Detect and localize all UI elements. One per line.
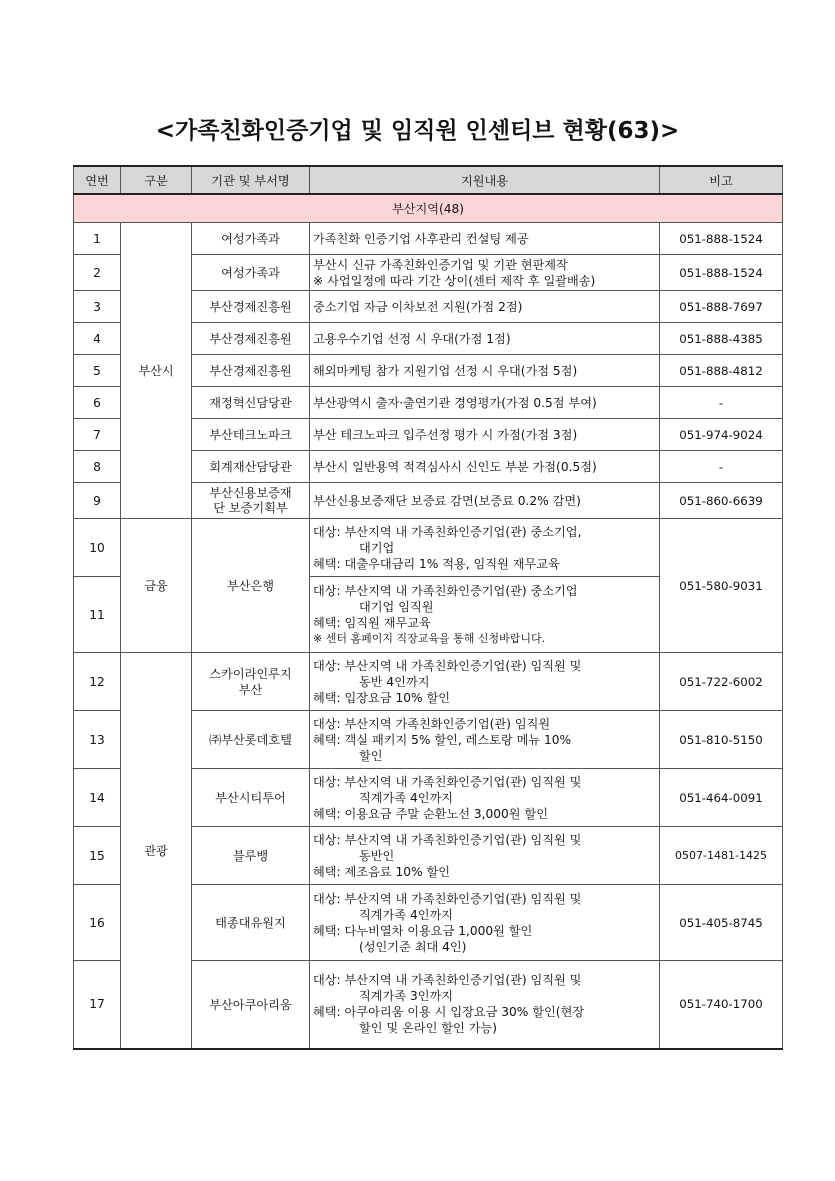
row-support: 대상: 부산지역 내 가족친화인증기업(관) 임직원 및 동반인 혜택: 제조음료 10% 할인	[310, 827, 660, 885]
row-tel: 051-580-9031	[660, 519, 783, 653]
row-support: 부산시 일반용역 적격심사시 신인도 부분 가점(0.5점)	[310, 451, 660, 483]
row-no: 6	[74, 387, 121, 419]
row-no: 1	[74, 223, 121, 255]
incentive-table	[73, 165, 783, 1050]
row-org: 부산아쿠아리움	[192, 961, 310, 1049]
header-category: 구분	[121, 166, 192, 194]
row-tel: 051-722-6002	[660, 653, 783, 711]
category-tourism: 관광	[121, 653, 192, 1049]
row-no: 4	[74, 323, 121, 355]
row-tel: 051-888-1524	[660, 255, 783, 291]
row-support: 대상: 부산지역 내 가족친화인증기업(관) 중소기업, 대기업 혜택: 대출우대금리 1% 적용, 임직원 재무교육	[310, 519, 660, 577]
row-tel: 051-810-5150	[660, 711, 783, 769]
row-org: 태종대유원지	[192, 885, 310, 961]
row-tel: 051-464-0091	[660, 769, 783, 827]
row-tel: 051-888-4385	[660, 323, 783, 355]
row-support: 대상: 부산지역 내 가족친화인증기업(관) 임직원 및 직계가족 4인까지 혜택: 다누비열차 이용요금 1,000원 할인 (성인기준 최대 4인)	[310, 885, 660, 961]
row-org: 부산경제진흥원	[192, 291, 310, 323]
row-support: 부산 테크노파크 입주선정 평가 시 가점(가점 3점)	[310, 419, 660, 451]
row-tel: 051-405-8745	[660, 885, 783, 961]
row-no: 10	[74, 519, 121, 577]
row-tel: 051-888-7697	[660, 291, 783, 323]
row-org: 회계재산담당관	[192, 451, 310, 483]
row-tel: 051-974-9024	[660, 419, 783, 451]
row-no: 2	[74, 255, 121, 291]
row-support: 부산시 신규 가족친화인증기업 및 기관 현판제작 ※ 사업일정에 따라 기간 상이(센터 제작 후 일괄배송)	[310, 255, 660, 291]
header-support: 지원내용	[310, 166, 660, 194]
row-support: 부산광역시 출자·출연기관 경영평가(가점 0.5점 부여)	[310, 387, 660, 419]
row-no: 13	[74, 711, 121, 769]
row-support: 중소기업 자금 이차보전 지원(가점 2점)	[310, 291, 660, 323]
row-support: 해외마케팅 참가 지원기업 선정 시 우대(가점 5점)	[310, 355, 660, 387]
row-support: 대상: 부산지역 가족친화인증기업(관) 임직원 혜택: 객실 패키지 5% 할인, 레스토랑 메뉴 10% 할인	[310, 711, 660, 769]
row-org: 여성가족과	[192, 255, 310, 291]
region-row	[74, 194, 783, 223]
row-org: 부산경제진흥원	[192, 355, 310, 387]
row-support: 가족친화 인증기업 사후관리 컨설팅 제공	[310, 223, 660, 255]
row-no: 8	[74, 451, 121, 483]
row-no: 15	[74, 827, 121, 885]
category-finance: 금융	[121, 519, 192, 653]
row-org: 스카이라인루지 부산	[192, 653, 310, 711]
row-no: 11	[74, 577, 121, 653]
row-tel: 051-888-1524	[660, 223, 783, 255]
row-tel: 0507-1481-1425	[660, 827, 783, 885]
row-no: 12	[74, 653, 121, 711]
category-busan: 부산시	[121, 223, 192, 519]
row-org: 블루뱅	[192, 827, 310, 885]
row-tel: -	[660, 387, 783, 419]
row-org: 부산경제진흥원	[192, 323, 310, 355]
row-support: 부산신용보증재단 보증료 감면(보증료 0.2% 감면)	[310, 483, 660, 519]
row-support: 대상: 부산지역 내 가족친화인증기업(관) 임직원 및 직계가족 4인까지 혜택: 이용요금 주말 순환노선 3,000원 할인	[310, 769, 660, 827]
row-support: 고용우수기업 선정 시 우대(가점 1점)	[310, 323, 660, 355]
region-label: 부산지역(48)	[74, 194, 783, 223]
row-support: 대상: 부산지역 내 가족친화인증기업(관) 임직원 및 동반 4인까지 혜택: 입장요금 10% 할인	[310, 653, 660, 711]
row-no: 9	[74, 483, 121, 519]
row-org: 여성가족과	[192, 223, 310, 255]
header-no: 연번	[74, 166, 121, 194]
table-row	[74, 519, 783, 577]
row-tel: 051-860-6639	[660, 483, 783, 519]
row-org: 부산시티투어	[192, 769, 310, 827]
row-tel: -	[660, 451, 783, 483]
table-header-row	[74, 166, 783, 194]
document-title: <가족친화인증기업 및 임직원 인센티브 현황(63)>	[155, 118, 680, 144]
row-no: 16	[74, 885, 121, 961]
row-org: 부산은행	[192, 519, 310, 653]
row-tel: 051-888-4812	[660, 355, 783, 387]
row-org: ㈜부산롯데호텔	[192, 711, 310, 769]
header-org: 기관 및 부서명	[192, 166, 310, 194]
row-support: 대상: 부산지역 내 가족친화인증기업(관) 임직원 및 직계가족 3인까지 혜택: 아쿠아리움 이용 시 입장요금 30% 할인(현장 할인 및 온라인 할인 가능)	[310, 961, 660, 1049]
row-no: 7	[74, 419, 121, 451]
row-org: 부산신용보증재 단 보증기획부	[192, 483, 310, 519]
row-org: 재정혁신담당관	[192, 387, 310, 419]
row-support: 대상: 부산지역 내 가족친화인증기업(관) 중소기업 대기업 임직원 혜택: 임직원 재무교육 ※ 센터 홈페이지 직장교육을 통해 신청바랍니다.	[310, 577, 660, 653]
header-remarks: 비고	[660, 166, 783, 194]
row-no: 5	[74, 355, 121, 387]
row-no: 17	[74, 961, 121, 1049]
row-org: 부산테크노파크	[192, 419, 310, 451]
row-tel: 051-740-1700	[660, 961, 783, 1049]
table-row	[74, 223, 783, 255]
row-no: 14	[74, 769, 121, 827]
table-row	[74, 653, 783, 711]
row-no: 3	[74, 291, 121, 323]
